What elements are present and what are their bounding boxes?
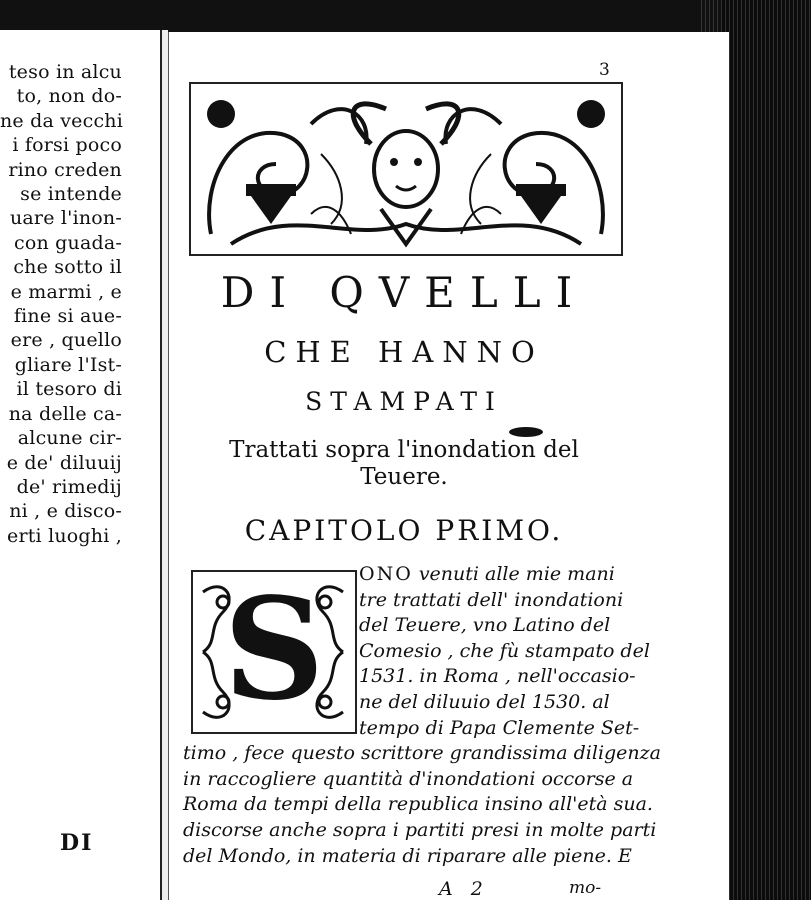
left-page-line: de' rimedij	[16, 475, 122, 498]
chapter-title: CAPITOLO PRIMO.	[244, 514, 564, 547]
signature-mark: A 2	[439, 878, 489, 900]
left-page	[0, 30, 162, 900]
title-line-3: STAMPATI	[305, 387, 503, 416]
ink-smudge	[509, 427, 543, 437]
body-line: Roma da tempi della republica insino all'età sua.	[183, 793, 653, 816]
left-page-line: uare l'inon-	[9, 207, 122, 230]
body-line-text: venuti alle mie mani	[418, 563, 615, 585]
left-page-line: ni , e disco-	[9, 500, 122, 523]
title-line-4	[219, 437, 589, 491]
left-page-line: se intende	[20, 183, 122, 206]
book-gutter	[160, 30, 168, 900]
body-line: del Mondo, in materia di riparare alle piene. E	[183, 844, 632, 867]
body-line: Comesio , che fù stampato del	[359, 639, 650, 662]
drop-cap-letter: S	[223, 568, 325, 732]
title-line-2: CHE HANNO	[264, 335, 544, 369]
body-line: tre trattati dell' inondationi	[359, 588, 624, 611]
body-lead-word: ONO	[359, 563, 413, 585]
left-page-line: erti luoghi ,	[7, 524, 122, 547]
body-line: tempo di Papa Clemente Set-	[359, 716, 640, 739]
body-line: timo , fece questo scrittore grandissima diligenza	[183, 742, 662, 765]
left-page-line: i forsi poco	[12, 134, 122, 157]
left-page-line: che sotto il	[13, 256, 122, 279]
left-page-line: con guada-	[14, 231, 122, 254]
body-line: discorse anche sopra i partiti presi in molte parti	[183, 819, 657, 841]
body-line	[359, 562, 639, 588]
body-line: in raccogliere quantità d'inondationi occorse a	[183, 767, 634, 790]
left-page-line: ne da vecchi	[0, 109, 124, 132]
left-page-text	[0, 60, 160, 548]
body-line: del Teuere, vno Latino del	[359, 614, 611, 637]
catchword: mo-	[569, 878, 602, 898]
ornamental-headpiece-icon	[189, 82, 623, 256]
left-page-line: ere , quello	[10, 329, 122, 352]
title-line-4b: Teuere.	[360, 464, 448, 490]
left-page-line: na delle ca-	[8, 402, 122, 425]
left-page-catchword: DI	[60, 830, 94, 856]
left-page-line: rino creden	[8, 158, 122, 181]
left-page-line: teso in alcu	[8, 61, 122, 83]
decorated-initial	[191, 570, 357, 734]
right-page	[168, 32, 729, 900]
left-page-line: e marmi , e	[10, 280, 122, 303]
body-line: 1531. in Roma , nell'occasio-	[359, 665, 636, 688]
title-line-4a: Trattati sopra l'inondation del	[229, 437, 579, 463]
left-page-line: gliare l'Ist-	[14, 353, 122, 376]
left-page-line: e de' diluuij	[6, 451, 122, 474]
left-page-line: alcune cir-	[17, 427, 122, 450]
left-page-line: il tesoro di	[16, 378, 122, 401]
body-line: ne del diluuio del 1530. al	[359, 691, 610, 713]
page-title: DI QVELLI	[220, 268, 588, 317]
left-page-line: fine si aue-	[13, 305, 122, 328]
page-number: 3	[599, 60, 610, 80]
left-page-line: to, non do-	[16, 85, 122, 108]
